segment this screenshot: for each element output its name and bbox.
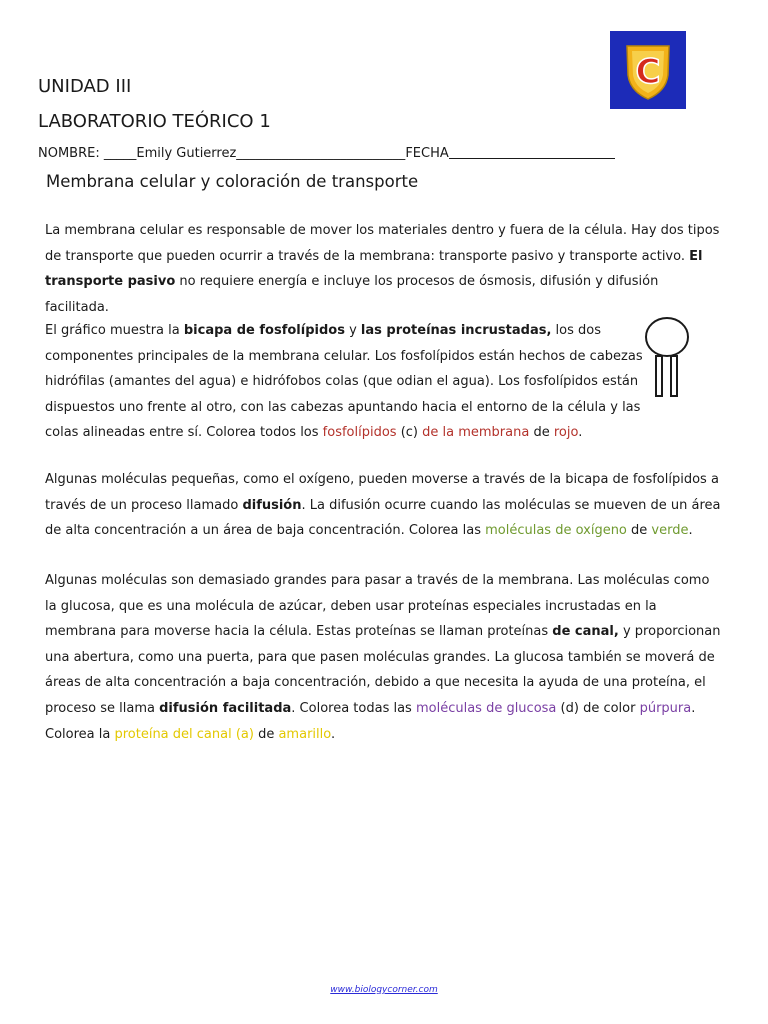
text: de [529,425,554,441]
text: . [688,523,693,539]
text: (c) [396,425,423,441]
color-term-membrane: de la membrana [422,425,530,441]
color-term-phospholipids: fosfolípidos [322,425,397,441]
color-word-green: verde [651,523,689,539]
term-embedded-proteins: las proteínas incrustadas, [360,323,552,338]
color-term-oxygen: moléculas de oxígeno [485,523,627,539]
paragraph-passive-transport [45,218,725,320]
document-title: Membrana celular y coloración de transporte [46,172,419,191]
term-facilitated-diffusion: difusión facilitada [159,700,292,716]
text: Algunas moléculas pequeñas, como el oxígeno, pueden moverse a través de la bicapa de fosfolípidos a través de un proceso llamado [45,472,719,513]
color-word-red: rojo [553,425,579,441]
color-word-yellow: amarillo [278,726,331,742]
logo-letter: C [635,52,661,92]
text: de [626,523,652,539]
text: . La difusión ocurre cuando las moléculas se mueven de un área de alta concentración a un área de baja concentración. Colorea las [45,497,721,539]
name-date-line [38,145,615,161]
color-term-glucose: moléculas de glucosa [415,700,557,716]
text: La membrana celular es responsable de mover los materiales dentro y fuera de la célula. Hay dos tipos de transporte que pueden ocurrir a través de la membrana: transporte pasivo y transporte activo. [45,223,720,264]
color-word-purple: púrpura [639,700,692,716]
name-field[interactable]: _____Emily Gutierrez__________________________ [103,146,406,161]
date-field[interactable] [449,145,615,159]
name-label: NOMBRE: [38,146,100,161]
lab-heading: LABORATORIO TEÓRICO 1 [38,111,271,132]
text: y proporcionan una abertura, como una puerta, para que pasen moléculas grandes. La glucosa también se moverá de áreas de alta concentración a baja concentración, debido a que necesita la ayuda de una proteína, el proceso se llama [45,624,721,716]
term-diffusion: difusión [242,497,302,513]
paragraph-diffusion [45,467,735,544]
unit-heading: UNIDAD III [38,76,132,97]
shield-icon [610,31,686,109]
phospholipid-icon [644,316,690,398]
term-bilayer: bicapa de fosfolípidos [183,323,345,338]
term-channel: de canal, [552,624,619,640]
text: de [253,726,279,742]
date-label: FECHA [405,146,449,161]
text: los dos componentes principales de la membrana celular. Los fosfolípidos están hechos de cabezas hidrófilas (amantes del agua) e hidrófobos colas (que odian el agua). Los fosfolípidos están dispuestos uno frente al otro, con las cabezas apuntando hacia el entorno de la célula y las colas alineadas entre sí. Colorea todos los [45,323,643,441]
school-logo [610,31,686,109]
text: Algunas moléculas son demasiado grandes para pasar a través de la membrana. Las moléculas como la glucosa, que es una molécula de azúcar, deben usar proteínas especiales incrustadas en la membrana para moverse hacia la célula. Estas proteínas se llaman proteínas [45,573,710,640]
paragraph-facilitated-diffusion [45,568,725,747]
text: no requiere energía e incluye los procesos de ósmosis, difusión y difusión facilitada. [45,274,659,315]
text: . [330,726,336,742]
color-term-channel-protein: proteína del canal (a) [114,726,254,742]
text: El gráfico muestra la [45,323,184,338]
text: y [344,323,361,338]
term-passive-transport: El transporte pasivo [45,248,703,290]
paragraph-phospholipids [45,318,645,446]
text: . [578,425,583,441]
text: . Colorea todas las [291,700,416,716]
text: (d) de color [556,700,640,716]
footer-link[interactable]: www.biologycorner.com [330,985,438,995]
text: . Colorea la [45,700,696,742]
